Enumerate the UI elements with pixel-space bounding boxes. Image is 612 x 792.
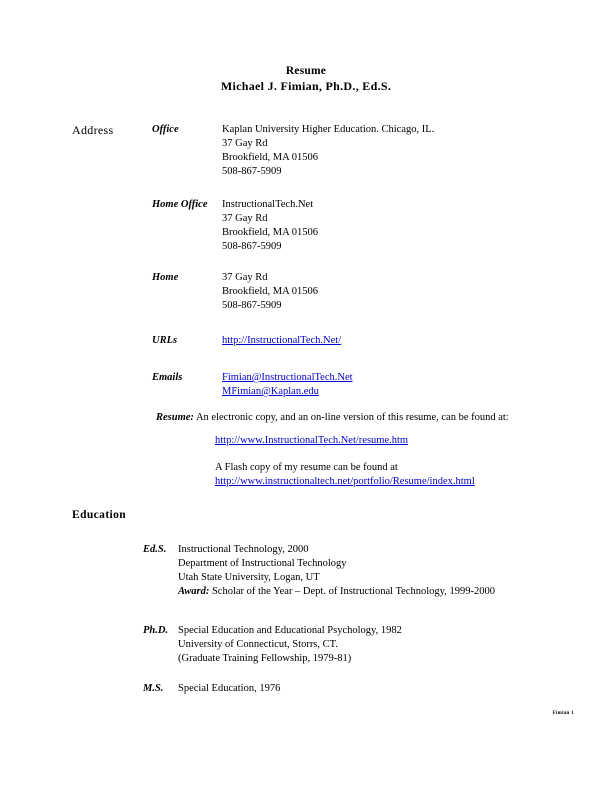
- address-line: Brookfield, MA 01506: [222, 227, 318, 238]
- section-heading-education: Education: [72, 509, 127, 521]
- urls-body: [222, 334, 341, 348]
- address-entry-office: [152, 123, 572, 179]
- education-line: Special Education and Educational Psychology, 1982: [178, 625, 402, 636]
- address-line: InstructionalTech.Net: [222, 199, 314, 210]
- url-link-instructionaltech[interactable]: http://InstructionalTech.Net/: [222, 335, 342, 346]
- address-line: 508-867-5909: [222, 241, 282, 252]
- address-line: 508-867-5909: [222, 166, 282, 177]
- resume-note-label: Resume:: [156, 412, 194, 423]
- education-line: Special Education, 1976: [178, 683, 281, 694]
- education-line: Instructional Technology, 2000: [178, 544, 309, 555]
- address-entry-label-home-office: Home Office: [152, 199, 208, 210]
- education-entry-label-ms: M.S.: [143, 683, 164, 694]
- education-entry-label-eds: Ed.S.: [143, 544, 167, 555]
- address-entry-label-office: Office: [152, 124, 179, 135]
- education-award-text: Scholar of the Year – Dept. of Instructional Technology, 1999-2000: [211, 586, 495, 597]
- email-link-instructionaltech[interactable]: Fimian@InstructionalTech.Net: [222, 372, 353, 383]
- address-line: 37 Gay Rd: [222, 138, 268, 149]
- resume-online-link[interactable]: http://www.InstructionalTech.Net/resume.htm: [215, 435, 409, 446]
- urls-entry: [152, 334, 572, 348]
- education-line: (Graduate Training Fellowship, 1979-81): [178, 653, 352, 664]
- address-line: Brookfield, MA 01506: [222, 286, 318, 297]
- education-line: Utah State University, Logan, UT: [178, 572, 320, 583]
- education-award-line: [178, 585, 495, 599]
- resume-flash-text: A Flash copy of my resume can be found at: [215, 462, 398, 473]
- emails-label: Emails: [152, 372, 183, 383]
- education-entry-body-phd: [178, 624, 402, 666]
- emails-body: [222, 371, 353, 399]
- email-link-kaplan[interactable]: MFimian@Kaplan.edu: [222, 386, 319, 397]
- education-entry-body-ms: [178, 682, 280, 696]
- education-line: Department of Instructional Technology: [178, 558, 347, 569]
- document-header: [0, 64, 612, 94]
- emails-entry: [152, 371, 572, 399]
- urls-label: URLs: [152, 335, 178, 346]
- education-line: University of Connecticut, Storrs, CT.: [178, 639, 338, 650]
- address-line: 508-867-5909: [222, 300, 282, 311]
- resume-flash-link[interactable]: http://www.instructionaltech.net/portfolio/Resume/index.html: [215, 476, 475, 487]
- resume-flash-block: [215, 461, 475, 489]
- address-line: Kaplan University Higher Education. Chicago, IL.: [222, 124, 435, 135]
- page-footer: Fimian 1: [552, 711, 574, 716]
- address-line: Brookfield, MA 01506: [222, 152, 318, 163]
- education-award-label: Award:: [178, 586, 210, 597]
- address-entry-body-office: [222, 123, 434, 179]
- section-heading-address: Address: [72, 123, 114, 137]
- education-entry-eds: [143, 543, 593, 599]
- address-line: 37 Gay Rd: [222, 272, 268, 283]
- address-line: 37 Gay Rd: [222, 213, 268, 224]
- address-entry-body-home: [222, 271, 318, 313]
- education-entry-body-eds: [178, 543, 495, 599]
- candidate-name: Michael J. Fimian, Ph.D., Ed.S.: [220, 79, 392, 93]
- address-entry-home: [152, 271, 572, 313]
- address-entry-home-office: [152, 198, 572, 254]
- education-entry-label-phd: Ph.D.: [143, 625, 169, 636]
- address-entry-label-home: Home: [152, 272, 179, 283]
- education-entry-ms: [143, 682, 593, 696]
- education-entry-phd: [143, 624, 593, 666]
- page-title: Resume: [285, 65, 327, 77]
- resume-primary-link-block: [215, 434, 408, 448]
- resume-availability-note: [156, 411, 509, 425]
- resume-note-text: An electronic copy, and an on-line version of this resume, can be found at:: [195, 412, 509, 423]
- address-entry-body-home-office: [222, 198, 318, 254]
